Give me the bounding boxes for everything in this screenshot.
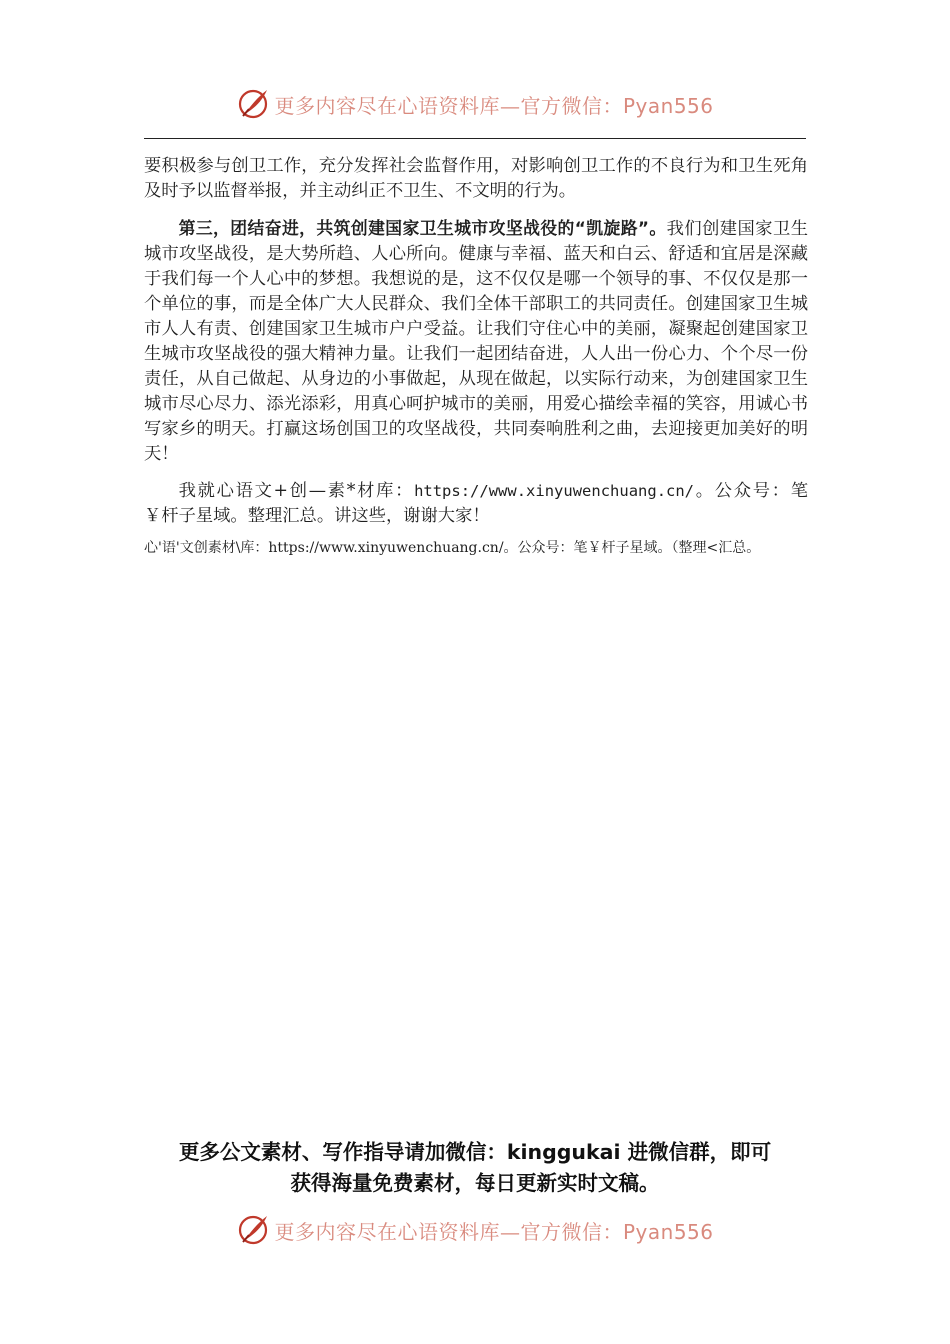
source-note: 心'语'文创素材\库：https://www.xinyuwenchuang.cn/。公众号：笔￥杆子星域。（整理<汇总。 xyxy=(144,540,761,556)
document-body xyxy=(144,154,808,559)
header-divider xyxy=(144,138,806,139)
promo-callout xyxy=(0,1137,950,1199)
paragraph-2-body: 我们创建国家卫生城市攻坚战役，是大势所趋、人心所向。健康与幸福、蓝天和白云、舒适和宜居是深藏于我们每一个人心中的梦想。我想说的是，这不仅仅是哪一个领导的事、不仅仅是那一个单位的事，而是全体广大人民群众、我们全体干部职工的共同责任。创建国家卫生城市人人有责、创建国家卫生城市户户受益。让我们守住心中的美丽，凝聚起创建国家卫生城市攻坚战役的强大精神力量。让我们一起团结奋进，人人出一份心力、个个尽一份责任，从自己做起、从身边的小事做起，从现在做起，以实际行动来，为创建国家卫生城市尽心尽力、添光添彩，用真心呵护城市的美丽，用爱心描绘幸福的笑容，用诚心书写家乡的明天。打赢这场创国卫的攻坚战役，共同奏响胜利之曲，去迎接更加美好的明天！ xyxy=(144,219,808,464)
header-wechat-id: Pyan556 xyxy=(622,93,714,118)
paragraph-3-outro: 。公众号：笔￥杆子星域。整理汇总。讲这些，谢谢大家！ xyxy=(144,481,808,526)
paragraph-2 xyxy=(144,216,808,467)
quill-logo-icon xyxy=(236,1213,270,1247)
header-banner-text: 更多内容尽在心语资料库—官方微信：Pyan556 xyxy=(274,93,714,118)
footer-banner xyxy=(0,1208,950,1252)
promo-line-1: 更多公文素材、写作指导请加微信：kinggukai 进微信群，即可 xyxy=(178,1140,772,1164)
promo-line-2: 获得海量免费素材，每日更新实时文稿。 xyxy=(290,1171,660,1195)
source-link[interactable]: https://www.xinyuwenchuang.cn/ xyxy=(414,482,695,500)
paragraph-3 xyxy=(144,479,808,529)
paragraph-3-intro: 我就心语文+创—素*材库： xyxy=(178,481,415,501)
footer-banner-text: 更多内容尽在心语资料库—官方微信：Pyan556 xyxy=(274,1219,714,1244)
paragraph-2-heading: 第三，团结奋进，共筑创建国家卫生城市攻坚战役的“凯旋路”。 xyxy=(178,218,667,238)
quill-logo-icon xyxy=(236,87,270,121)
paragraph-1: 要积极参与创卫工作，充分发挥社会监督作用，对影响创卫工作的不良行为和卫生死角及时予以监督举报，并主动纠正不卫生、不文明的行为。 xyxy=(144,156,808,201)
footer-wechat-id: Pyan556 xyxy=(622,1219,714,1244)
header-banner xyxy=(0,82,950,126)
